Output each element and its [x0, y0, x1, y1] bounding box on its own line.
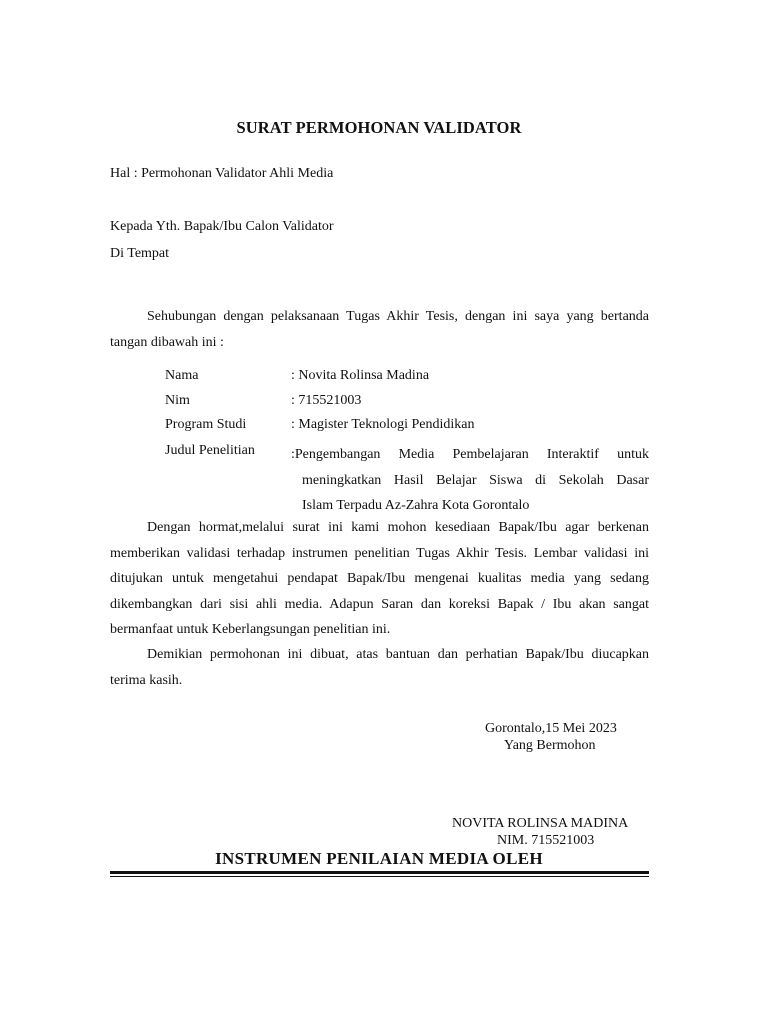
nim-value: : 715521003 — [291, 393, 362, 408]
program-value: : Magister Teknologi Pendidikan — [291, 417, 475, 432]
closing-paragraph: Demikian permohonan ini dibuat, atas bantuan dan perhatian Bapak/Ibu diucapkan terima kasih. — [110, 647, 649, 688]
double-rule-thick — [110, 871, 649, 874]
signature-nim: NIM. 715521003 — [497, 833, 595, 848]
location-line: Di Tempat — [110, 246, 170, 261]
research-title-line-1: :Pengembangan Media Pembelajaran Interaktif untuk — [291, 447, 649, 462]
name-value: : Novita Rolinsa Madina — [291, 368, 430, 383]
signature-place-date: Gorontalo,15 Mei 2023 — [485, 721, 617, 736]
research-title-value — [291, 442, 649, 519]
nim-label: Nim — [165, 393, 190, 408]
recipient-line: Kepada Yth. Bapak/Ibu Calon Validator — [110, 219, 334, 234]
research-title-label: Judul Penelitian — [165, 443, 255, 458]
signature-name: NOVITA ROLINSA MADINA — [452, 816, 629, 831]
letter-title: SURAT PERMOHONAN VALIDATOR — [236, 118, 522, 137]
research-title-line-3: Islam Terpadu Az-Zahra Kota Gorontalo — [302, 498, 530, 513]
name-label: Nama — [165, 368, 199, 383]
subject-line: Hal : Permohonan Validator Ahli Media — [110, 166, 334, 181]
intro-paragraph: Sehubungan dengan pelaksanaan Tugas Akhir Tesis, dengan ini saya yang bertanda tangan dibawah ini : — [110, 309, 649, 350]
signature-role: Yang Bermohon — [504, 738, 596, 753]
body-paragraph: Dengan hormat,melalui surat ini kami mohon kesediaan Bapak/Ibu agar berkenan memberikan validasi terhadap instrumen penelitian Tugas Akhir Tesis. Lembar validasi ini ditujukan untuk mengetahui pendapat Bapak/Ibu mengenai kualitas media yang sedang dikembangkan dari sisi ahli media. Adapun Saran dan koreksi Bapak / Ibu akan sangat bermanfaat untuk Keberlangsungan penelitian ini. — [110, 520, 649, 637]
next-section-title: INSTRUMEN PENILAIAN MEDIA OLEH — [215, 849, 543, 868]
research-title-line-2: meningkatkan Hasil Belajar Siswa di Sekolah Dasar — [302, 472, 649, 488]
double-rule-thin — [110, 876, 649, 877]
program-label: Program Studi — [165, 417, 247, 432]
